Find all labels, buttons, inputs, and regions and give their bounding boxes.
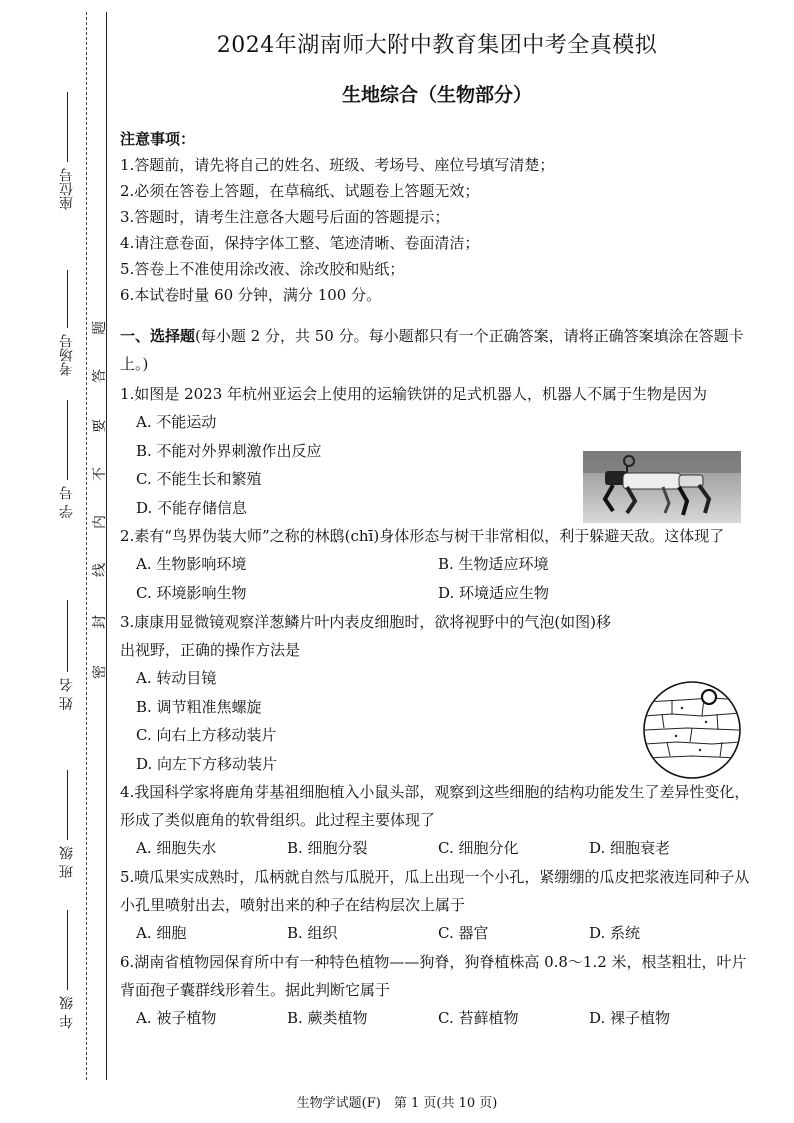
student-id-label: 学 号 xyxy=(58,486,75,519)
question-3-option-c[interactable]: C. 向右上方移动装片 xyxy=(136,726,277,744)
seal-char: 线 xyxy=(92,563,108,577)
question-2-options xyxy=(136,579,752,608)
section-title: 一、选择题 xyxy=(120,327,196,345)
question-6-option-d[interactable]: D. 裸子植物 xyxy=(589,1009,671,1027)
seal-char: 密 xyxy=(92,665,108,679)
notice-item: 5.答卷上不准使用涂改液、涂改胶和贴纸； xyxy=(120,260,405,278)
seal-char: 答 xyxy=(92,369,108,383)
seal-char: 题 xyxy=(92,321,108,335)
seal-char: 封 xyxy=(92,615,108,629)
question-6-option-a[interactable]: A. 被子植物 xyxy=(136,1009,217,1027)
question-4-stem: 4.我国科学家将鹿角芽基祖细胞植入小鼠头部，观察到这些细胞的结构功能发生了差异性变化，形成了类似鹿角的软骨组织。此过程主要体现了 xyxy=(120,783,750,829)
exam-room-blank[interactable] xyxy=(67,270,68,328)
grade-label: 年 级 xyxy=(58,996,75,1029)
seal-line xyxy=(86,12,87,1080)
question-5-stem: 5.喷瓜果实成熟时，瓜柄就自然与瓜脱开，瓜上出现一个小孔，紧绷绷的瓜皮把浆液连同种子从小孔里喷射出去，喷射出来的种子在结构层次上属于 xyxy=(120,868,750,914)
question-6-stem: 6.湖南省植物园保育所中有一种特色植物——狗脊，狗脊植株高 0.8～1.2 米，根茎粗壮，叶片背面孢子囊群线形着生。据此判断它属于 xyxy=(120,953,747,999)
page-footer: 生物学试题(F) 第 1 页(共 10 页) xyxy=(296,1096,498,1111)
class-blank[interactable] xyxy=(67,770,68,840)
exam-room-label: 考场号 xyxy=(58,334,75,376)
question-1-option-d[interactable]: D. 不能存储信息 xyxy=(136,498,248,517)
seal-char: 内 xyxy=(92,515,108,529)
question-4-option-c[interactable]: C. 细胞分化 xyxy=(438,839,519,857)
name-label: 姓 名 xyxy=(58,678,75,711)
section-instruction: (每小题 2 分，共 50 分。每小题都只有一个正确答案，请将正确答案填涂在答题卡上。) xyxy=(120,327,744,373)
question-2-option-c[interactable]: C. 环境影响生物 xyxy=(136,584,247,602)
exam-subtitle: 生地综合（生物部分） xyxy=(341,84,532,106)
name-field xyxy=(55,600,79,710)
seat-number-blank[interactable] xyxy=(67,92,68,162)
seal-char: 不 xyxy=(92,467,108,481)
seat-number-field xyxy=(55,92,79,210)
question-5-options xyxy=(136,919,752,948)
question-1-option-a[interactable]: A. 不能运动 xyxy=(136,413,217,431)
question-6-option-b[interactable]: B. 蕨类植物 xyxy=(287,1009,368,1027)
question-1-option-b[interactable]: B. 不能对外界刺激作出反应 xyxy=(136,441,322,460)
question-4-option-d[interactable]: D. 细胞衰老 xyxy=(589,839,671,857)
student-id-blank[interactable] xyxy=(67,400,68,480)
question-5-option-c[interactable]: C. 器官 xyxy=(438,924,489,942)
question-2-option-b[interactable]: B. 生物适应环境 xyxy=(438,555,549,573)
question-1-option-c[interactable]: C. 不能生长和繁殖 xyxy=(136,470,262,488)
question-5-option-b[interactable]: B. 组织 xyxy=(287,924,338,942)
question-5-option-a[interactable]: A. 细胞 xyxy=(136,924,187,942)
student-id-field xyxy=(55,400,79,518)
seal-char: 要 xyxy=(92,419,108,433)
question-4-option-a[interactable]: A. 细胞失水 xyxy=(136,839,217,857)
class-label: 班 级 xyxy=(58,846,75,879)
question-1-stem: 1.如图是 2023 年杭州亚运会上使用的运输铁饼的足式机器人，机器人不属于生物是因为 xyxy=(120,385,708,403)
exam-body xyxy=(120,126,752,1033)
question-3-stem: 3.康康用显微镜观察洋葱鳞片叶内表皮细胞时，欲将视野中的气泡(如图)移出视野，正确的操作方法是 xyxy=(120,613,612,659)
notice-item: 3.答题时，请考生注意各大题号后面的答题提示； xyxy=(120,208,450,226)
notice-item: 6.本试卷时量 60 分钟，满分 100 分。 xyxy=(120,286,382,304)
notice-heading: 注意事项： xyxy=(120,130,196,148)
question-3-option-d[interactable]: D. 向左下方移动装片 xyxy=(136,754,278,773)
class-field xyxy=(55,770,79,878)
question-4-option-b[interactable]: B. 细胞分裂 xyxy=(287,839,368,857)
notice-item: 1.答题前，请先将自己的姓名、班级、考场号、座位号填写清楚； xyxy=(120,156,555,174)
question-3-option-a[interactable]: A. 转动目镜 xyxy=(136,669,217,687)
binding-line xyxy=(106,12,107,1080)
question-6-option-c[interactable]: C. 苔藓植物 xyxy=(438,1009,519,1027)
name-blank[interactable] xyxy=(67,600,68,672)
question-2-options xyxy=(136,550,752,579)
notice-item: 4.请注意卷面，保持字体工整、笔迹清晰、卷面清洁； xyxy=(120,234,480,252)
question-6-options xyxy=(136,1004,752,1033)
robot-dog-photo xyxy=(583,451,741,523)
question-3-option-b[interactable]: B. 调节粗准焦螺旋 xyxy=(136,697,262,716)
grade-field xyxy=(55,910,79,1028)
notice-item: 2.必须在答卷上答题，在草稿纸、试题卷上答题无效； xyxy=(120,182,480,200)
exam-room-field xyxy=(55,270,79,376)
question-4-options xyxy=(136,834,752,863)
question-5-option-d[interactable]: D. 系统 xyxy=(589,924,641,942)
grade-blank[interactable] xyxy=(67,910,68,990)
exam-title: 2024年湖南师大附中教育集团中考全真模拟 xyxy=(216,33,658,58)
seat-number-label: 座位号 xyxy=(58,168,75,210)
question-2-option-a[interactable]: A. 生物影响环境 xyxy=(136,555,247,573)
question-2-option-d[interactable]: D. 环境适应生物 xyxy=(438,584,550,602)
section-heading xyxy=(120,322,752,378)
microscope-field-figure xyxy=(642,680,742,780)
question-2-stem: 2.素有“鸟界伪装大师”之称的林鸱(chī)身体形态与树干非常相似，利于躲避天敌。这体现了 xyxy=(120,527,725,545)
